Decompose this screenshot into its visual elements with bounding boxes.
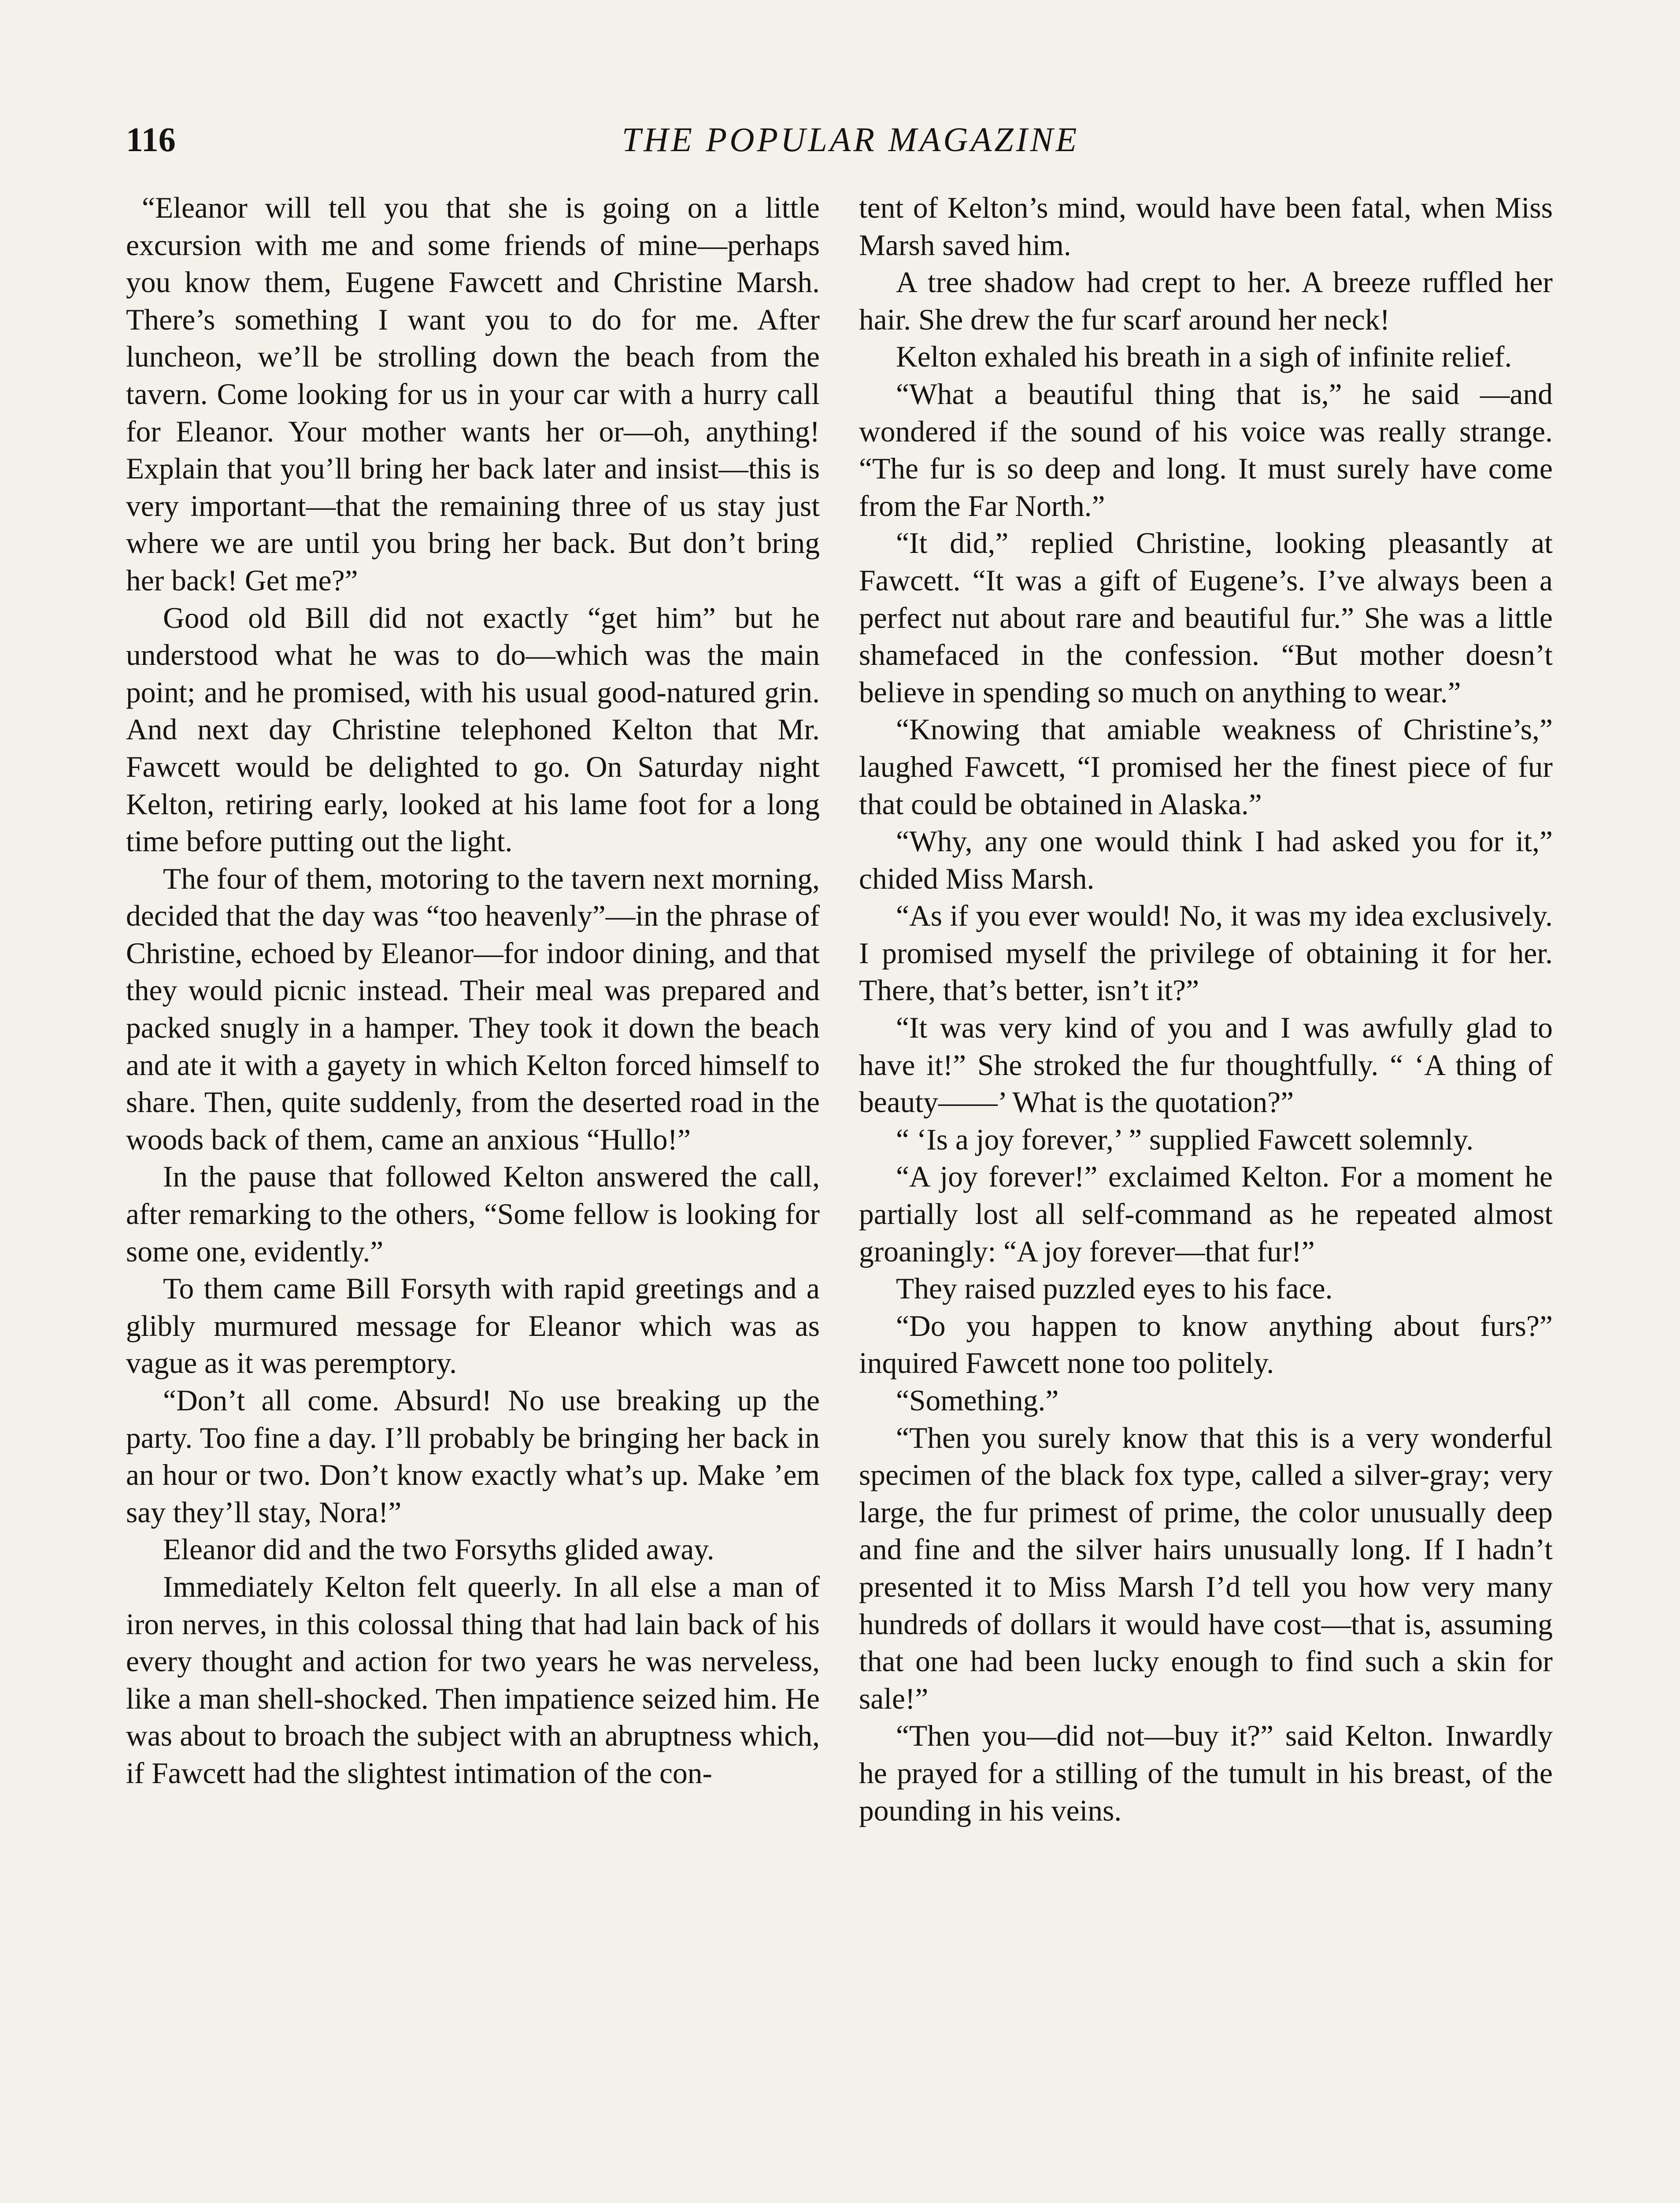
paragraph: In the pause that followed Kelton answered the call, after remarking to the others, “Some fellow is looking for some one, evidently.”	[126, 1160, 820, 1268]
paragraph: “A joy forever!” exclaimed Kelton. For a moment he partially lost all self-command as he repeated almost groaningly: “A joy forever—that fur!”	[859, 1160, 1553, 1268]
paragraph: A tree shadow had crept to her. A breeze ruffled her hair. She drew the fur scarf around her neck!	[859, 266, 1553, 336]
page-header	[126, 115, 1575, 173]
paragraph: “Then you—did not—buy it?” said Kelton. Inwardly he prayed for a stilling of the tumult in his breast, of the pounding in his veins.	[859, 1719, 1553, 1827]
paragraph: “Don’t all come. Absurd! No use breaking up the party. Too fine a day. I’ll probably be bringing her back in an hour or two. Don’t know exactly what’s up. Make ’em say they’ll stay, Nora!”	[126, 1384, 820, 1529]
paragraph: “ ‘Is a joy forever,’ ” supplied Fawcett solemnly.	[896, 1123, 1474, 1156]
paragraph: Good old Bill did not exactly “get him” but he understood what he was to do—which was the main point; and he promised, with his usual good-natured grin. And next day Christine telephoned Kelton that Mr. Fawcett would be delighted to go. On Saturday night Kelton, retiring early, looked at his lame foot for a long time before putting out the light.	[126, 601, 820, 858]
paragraph: Kelton exhaled his breath in a sigh of infinite relief.	[896, 340, 1512, 374]
paragraph: “Then you surely know that this is a very wonderful specimen of the black fox type, called a silver-gray; very large, the fur primest of prime, the color unusually deep and fine and the silver hairs unusually long. If I hadn’t presented it to Miss Marsh I’d tell you how very many hundreds of dollars it would have cost—that is, assuming that one had been lucky enough to find such a skin for sale!”	[859, 1421, 1553, 1715]
right-column	[859, 189, 1553, 1829]
running-title: THE POPULAR MAGAZINE	[622, 120, 1080, 159]
paragraph: “Why, any one would think I had asked you for it,” chided Miss Marsh.	[859, 825, 1553, 895]
page-number: 116	[126, 120, 176, 159]
paragraph: Eleanor did and the two Forsyths glided away.	[163, 1533, 714, 1566]
paragraph: “Do you happen to know anything about furs?” inquired Fawcett none too politely.	[859, 1309, 1553, 1380]
paragraph-continued: tent of Kelton’s mind, would have been fatal, when Miss Marsh saved him.	[859, 191, 1553, 262]
paragraph: “It did,” replied Christine, looking pleasantly at Fawcett. “It was a gift of Eugene’s. I’ve always been a perfect nut about rare and beautiful fur.” She was a little shamefaced in the confession. “But mother doesn’t believe in spending so much on anything to wear.”	[859, 527, 1553, 709]
left-column	[126, 189, 820, 1792]
paragraph: “What a beautiful thing that is,” he said —and wondered if the sound of his voice was really strange. “The fur is so deep and long. It must surely have come from the Far North.”	[859, 377, 1553, 523]
paragraph: They raised puzzled eyes to his face.	[896, 1272, 1333, 1305]
paragraph: “Knowing that amiable weakness of Christine’s,” laughed Fawcett, “I promised her the finest piece of fur that could be obtained in Alaska.”	[859, 713, 1553, 821]
paragraph: “Something.”	[896, 1384, 1059, 1417]
paragraph: The four of them, motoring to the tavern next morning, decided that the day was “too heavenly”—in the phrase of Christine, echoed by Eleanor—for indoor dining, and that they would picnic instead. Their meal was prepared and packed snugly in a hamper. They took it down the beach and ate it with a gayety in which Kelton forced himself to share. Then, quite suddenly, from the deserted road in the woods back of them, came an anxious “Hullo!”	[126, 862, 820, 1156]
paragraph: “As if you ever would! No, it was my idea exclusively. I promised myself the privilege of obtaining it for her. There, that’s better, isn’t it?”	[859, 899, 1553, 1007]
paragraph: To them came Bill Forsyth with rapid greetings and a glibly murmured message for Eleanor which was as vague as it was peremptory.	[126, 1272, 820, 1380]
paragraph: “It was very kind of you and I was awfully glad to have it!” She stroked the fur thoughtfully. “ ‘A thing of beauty——’ What is the quotation?”	[859, 1011, 1553, 1119]
paragraph: “Eleanor will tell you that she is going on a little excursion with me and some friends of mine—perhaps you know them, Eugene Fawcett and Christine Marsh. There’s something I want you to do for me. After luncheon, we’ll be strolling down the beach from the tavern. Come looking for us in your car with a hurry call for Eleanor. Your mother wants her or—oh, anything! Explain that you’ll bring her back later and insist—this is very important—that the remaining three of us stay just where we are until you bring her back. But don’t bring her back! Get me?”	[126, 191, 820, 597]
paragraph: Immediately Kelton felt queerly. In all else a man of iron nerves, in this colossal thing that had lain back of his every thought and action for two years he was nerveless, like a man shell-shocked. Then impatience seized him. He was about to broach the subject with an abruptness which, if Fawcett had the slightest intimation of the con-	[126, 1570, 820, 1790]
